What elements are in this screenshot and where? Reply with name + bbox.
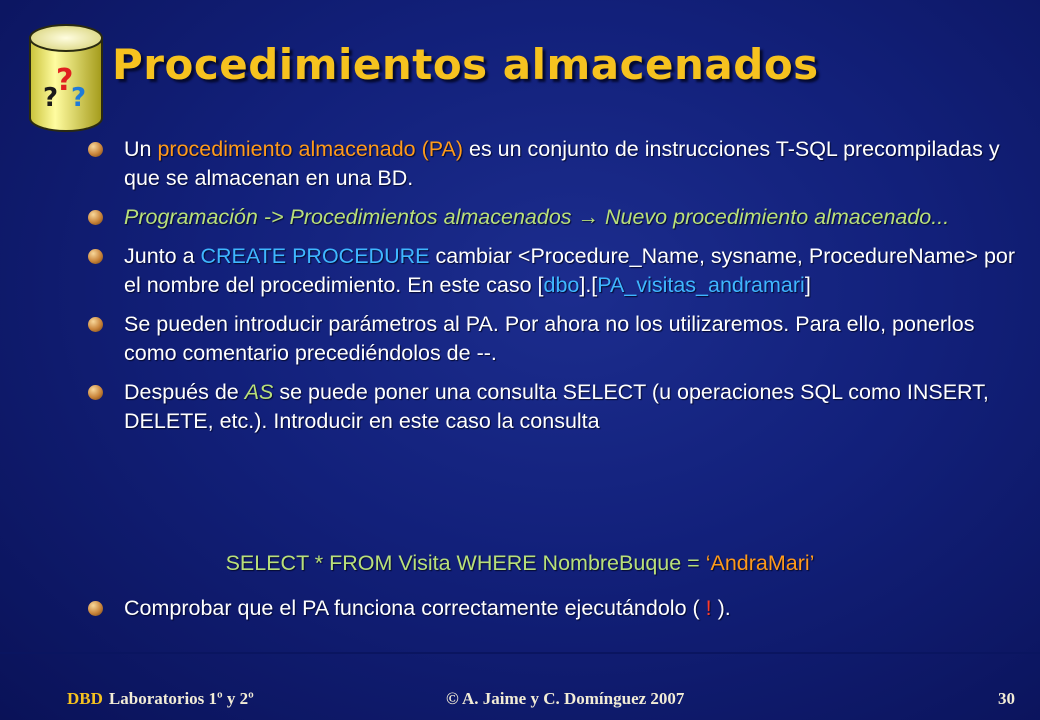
text: Un [124,137,158,161]
footer-course [67,689,254,709]
text: Después de [124,380,245,404]
execute-icon: ! [705,596,712,620]
slide-title: Procedimientos almacenados [112,40,819,89]
text: se puede poner una consulta SELECT (u operaciones SQL como INSERT, DELETE, etc.). Introducir en este caso la consulta [124,380,989,433]
bullet-list [86,135,1026,446]
course-label: Laboratorios 1º y 2º [108,689,254,708]
page-number: 30 [998,689,1015,708]
menu-path-text: Programación -> Procedimientos almacenados [124,205,578,229]
bullet-item-definition [86,135,1026,193]
bullet-item-menu-path [86,203,1026,232]
bullet-item-query [86,378,1026,436]
bullet-list-final [86,594,1026,633]
text: cambiar <Procedure_Name, sysname, ProcedureName> por el nombre del procedimiento. En este caso [ [124,244,1016,297]
sql-query-line [0,551,1040,576]
sql-literal: ‘AndraMari’ [705,551,815,575]
text: ] [804,273,811,297]
footer-divider [0,652,1040,654]
bullet-item-execute [86,594,1026,623]
svg-text:?: ? [56,63,74,98]
schema-name: dbo [543,273,580,297]
text: es un conjunto de instrucciones T-SQL precompiladas y que se almacenan en una BD. [124,137,1000,190]
text: Junto a [124,244,201,268]
menu-path-text: Nuevo procedimiento almacenado... [599,205,950,229]
bullet-icon [88,385,103,400]
sql-query: SELECT * FROM Visita WHERE NombreBuque = [225,551,706,575]
text: ].[ [579,273,598,297]
svg-text:?: ? [43,83,59,113]
bullet-item-parameters [86,310,1026,368]
text: Comprobar que el PA funciona correctamente ejecutándolo ( [124,596,706,620]
bullet-icon [88,601,103,616]
bullet-icon [88,142,103,157]
arrow-icon: → [577,205,600,229]
bullet-icon [88,317,103,332]
footer-copyright: © A. Jaime y C. Domínguez 2007 [446,689,685,708]
bullet-icon [88,249,103,264]
text: Se pueden introducir parámetros al PA. Por ahora no los utilizaremos. Para ello, ponerlos como comentario precediéndolos de --. [124,312,975,365]
procedure-name: PA_visitas_andramari [597,273,805,297]
keyword-create-procedure: CREATE PROCEDURE [200,244,430,268]
keyword-as: AS [244,380,274,404]
database-question-icon [26,20,106,140]
text: ). [711,596,731,620]
bullet-item-create-procedure [86,242,1026,300]
svg-text:?: ? [71,83,87,113]
highlight-pa: procedimiento almacenado (PA) [157,137,464,161]
bullet-icon [88,210,103,225]
course-code: DBD [67,689,103,708]
